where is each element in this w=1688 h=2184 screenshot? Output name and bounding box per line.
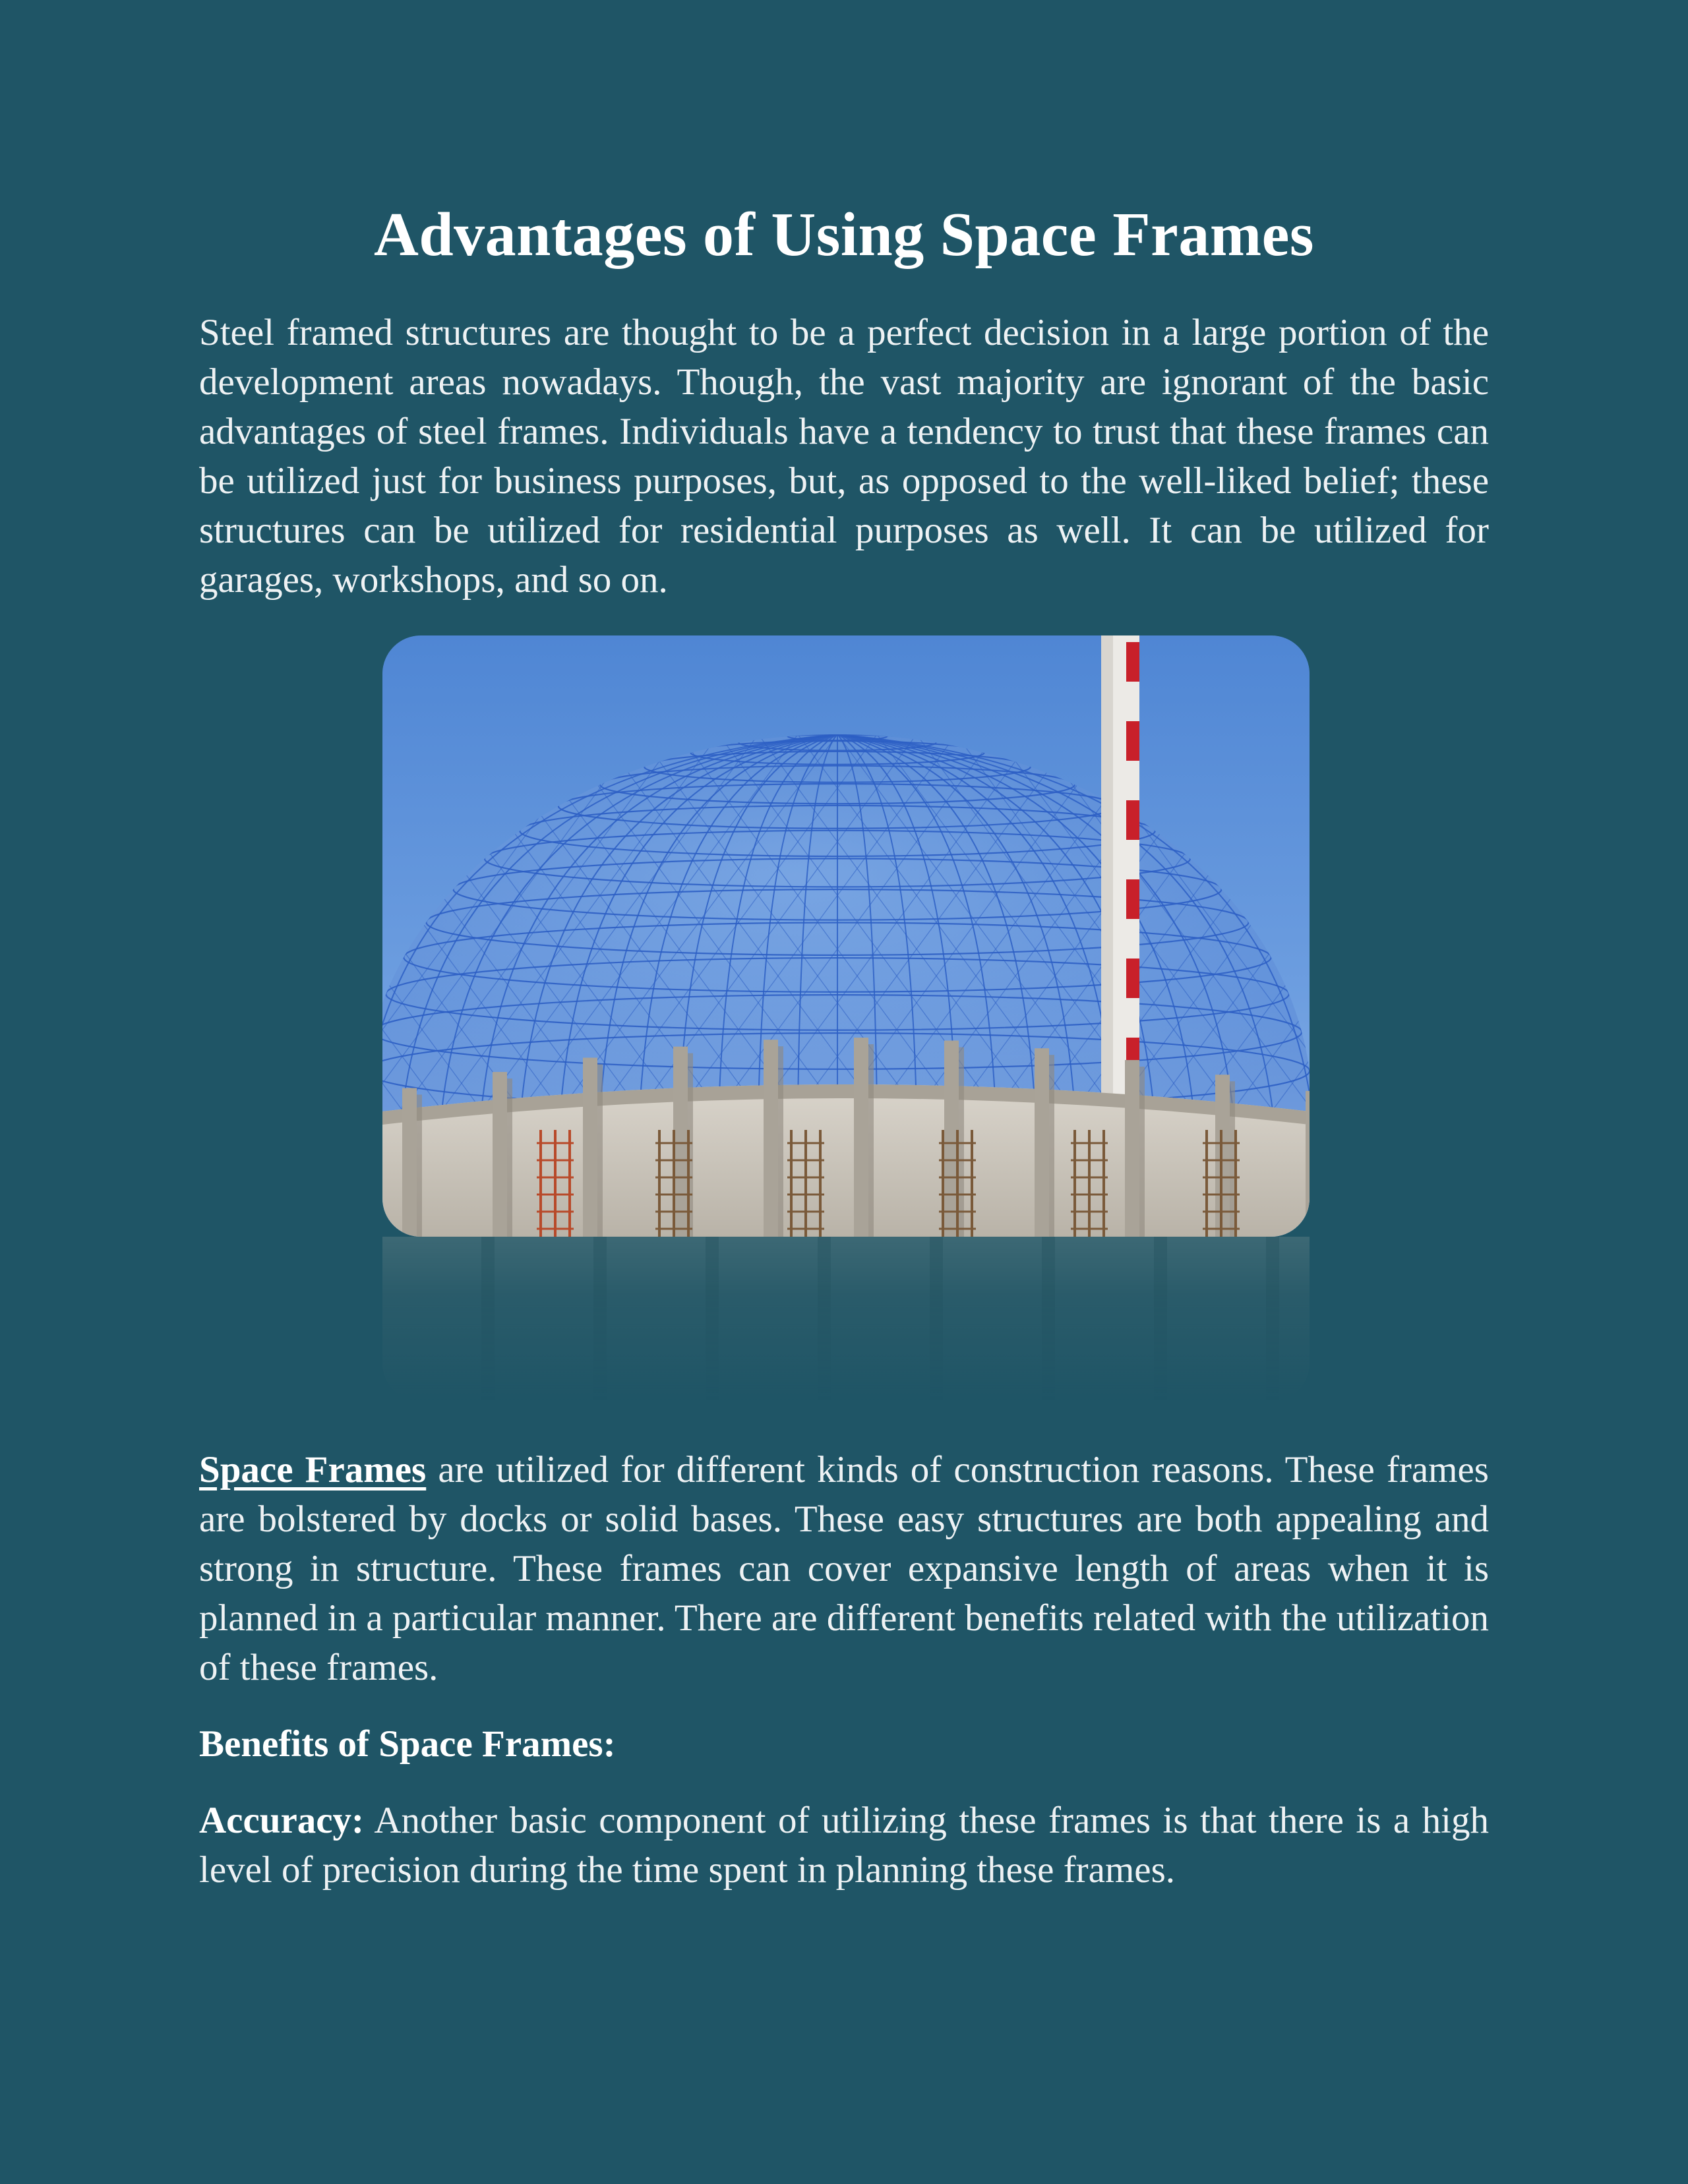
space-frame-dome-photo xyxy=(382,635,1310,1237)
space-frames-paragraph xyxy=(199,1445,1489,1692)
space-frames-text: are utilized for different kinds of construction reasons. These frames are bolstered by docks or solid bases. These easy structures are both appealing and strong in structure. These frames can cover expansive length of areas when it is planned in a particular manner. There are different benefits related with the utilization of these frames. xyxy=(199,1449,1489,1688)
page-title: Advantages of Using Space Frames xyxy=(374,200,1314,269)
accuracy-label: Accuracy: xyxy=(199,1800,365,1841)
accuracy-text: Another basic component of utilizing these frames is that there is a high level of precision during the time spent in planning these frames. xyxy=(199,1800,1489,1891)
intro-paragraph: Steel framed structures are thought to be a perfect decision in a large portion of the development areas nowadays. Though, the vast majority are ignorant of the basic advantages of steel frames. Individuals have a tendency to trust that these frames can be utilized just for business purposes, but, as opposed to the well-liked belief; these structures can be utilized for residential purposes as well. It can be utilized for garages, workshops, and so on. xyxy=(199,312,1489,601)
benefits-heading: Benefits of Space Frames: xyxy=(199,1723,616,1765)
accuracy-paragraph xyxy=(199,1796,1489,1895)
photo-reflection xyxy=(382,1237,1310,1402)
space-frames-link[interactable]: Space Frames xyxy=(199,1449,427,1490)
